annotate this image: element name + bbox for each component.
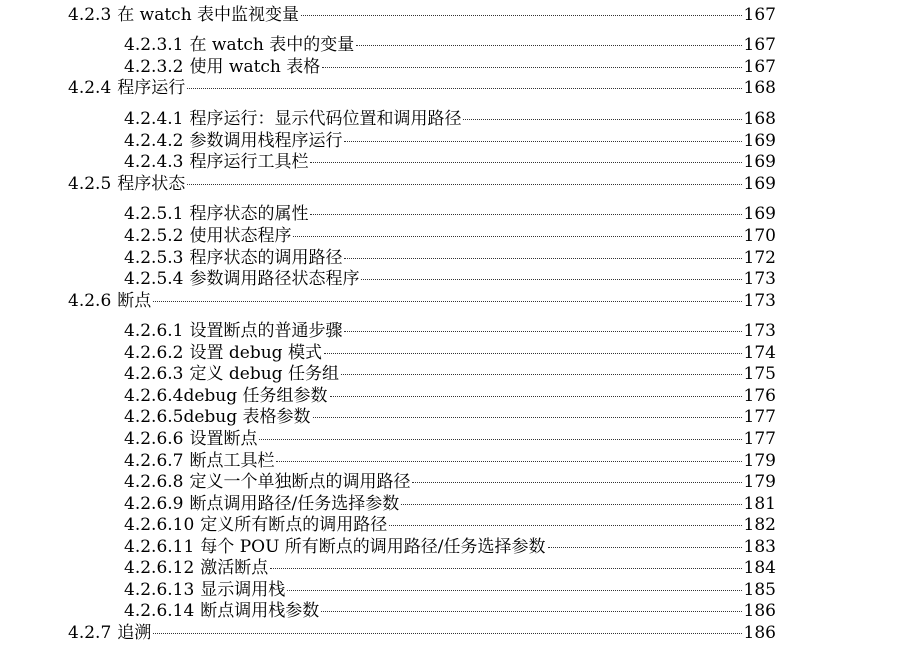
toc-page-number: 167 [743, 35, 776, 55]
dot-leader [301, 15, 741, 16]
dot-leader [187, 184, 741, 185]
toc-title: 断点调用栈参数 [200, 601, 320, 621]
toc-page-number: 176 [743, 386, 776, 406]
dot-leader [344, 141, 741, 142]
toc-entry-4-2-6-4[interactable] [124, 386, 776, 406]
toc-entry-4-2-6-2[interactable] [124, 343, 776, 363]
dot-leader [322, 67, 741, 68]
toc-number: 4.2.6.14 [124, 601, 195, 621]
toc-entry-4-2-6-13[interactable] [124, 580, 776, 600]
toc-entry-4-2-6-9[interactable] [124, 494, 776, 514]
toc-page-number: 172 [743, 248, 776, 268]
toc-title: 断点调用路径/任务选择参数 [189, 494, 400, 514]
toc-page-number: 183 [743, 537, 776, 557]
toc-number: 4.2.5.2 [124, 226, 184, 246]
dot-leader [412, 482, 741, 483]
toc-page-number: 184 [743, 558, 776, 578]
toc-number: 4.2.6.5 [124, 407, 184, 427]
toc-title: 定义 debug 任务组 [189, 364, 339, 384]
toc-number: 4.2.4.2 [124, 131, 184, 151]
toc-title: 使用 watch 表格 [189, 57, 321, 77]
toc-title: 定义所有断点的调用路径 [200, 515, 388, 535]
toc-entry-4-2-3-2[interactable] [124, 57, 776, 77]
toc-title: 显示调用栈 [200, 580, 286, 600]
dot-leader [548, 547, 742, 548]
toc-number: 4.2.6.8 [124, 472, 184, 492]
toc-number: 4.2.5.3 [124, 248, 184, 268]
toc-page-number: 185 [743, 580, 776, 600]
toc-title: 程序运行 [117, 78, 186, 98]
toc-title: 设置 debug 模式 [189, 343, 322, 363]
toc-title: debug 任务组参数 [183, 386, 328, 406]
toc-page-number: 179 [743, 451, 776, 471]
toc-number: 4.2.6.1 [124, 321, 184, 341]
toc-page-number: 186 [743, 601, 776, 621]
toc-title: 在 watch 表中监视变量 [117, 5, 300, 25]
toc-entry-4-2-6-1[interactable] [124, 321, 776, 341]
toc-entry-4-2-4-2[interactable] [124, 131, 776, 151]
dot-leader [153, 633, 741, 634]
dot-leader [356, 45, 741, 46]
toc-number: 4.2.6.11 [124, 537, 195, 557]
toc-number: 4.2.3 [68, 5, 112, 25]
toc-title: 在 watch 表中的变量 [189, 35, 355, 55]
toc-title: 定义一个单独断点的调用路径 [189, 472, 411, 492]
dot-leader [341, 374, 742, 375]
toc-title: 断点工具栏 [189, 451, 275, 471]
toc-page-number: 170 [743, 226, 776, 246]
toc-page-number: 177 [743, 407, 776, 427]
toc-number: 4.2.4.3 [124, 152, 184, 172]
dot-leader [313, 417, 742, 418]
toc-number: 4.2.6.13 [124, 580, 195, 600]
dot-leader [324, 353, 742, 354]
toc-entry-4-2-4[interactable] [68, 78, 776, 98]
toc-number: 4.2.6.2 [124, 343, 184, 363]
toc-title: 每个 POU 所有断点的调用路径/任务选择参数 [200, 537, 546, 557]
toc-number: 4.2.6.10 [124, 515, 195, 535]
toc-entry-4-2-6-7[interactable] [124, 451, 776, 471]
toc-number: 4.2.6.12 [124, 558, 195, 578]
toc-title: 激活断点 [200, 558, 269, 578]
toc-entry-4-2-6-11[interactable] [124, 537, 776, 557]
toc-entry-4-2-6-8[interactable] [124, 472, 776, 492]
toc-entry-4-2-5-3[interactable] [124, 248, 776, 268]
dot-leader [389, 525, 741, 526]
toc-entry-4-2-7[interactable] [68, 623, 776, 643]
toc-entry-4-2-6[interactable] [68, 291, 776, 311]
dot-leader [321, 611, 741, 612]
toc-page-number: 169 [743, 152, 776, 172]
dot-leader [463, 119, 741, 120]
toc-entry-4-2-6-12[interactable] [124, 558, 776, 578]
toc-title: 程序运行工具栏 [189, 152, 309, 172]
toc-title: 程序状态的调用路径 [189, 248, 343, 268]
toc-entry-4-2-3-1[interactable] [124, 35, 776, 55]
toc-title: 程序运行：显示代码位置和调用路径 [189, 109, 462, 129]
dot-leader [361, 279, 741, 280]
toc-title: 追溯 [117, 623, 152, 643]
toc-page-number: 177 [743, 429, 776, 449]
toc-page-number: 173 [743, 291, 776, 311]
toc-entry-4-2-6-3[interactable] [124, 364, 776, 384]
toc-page-number: 168 [743, 78, 776, 98]
toc-entry-4-2-4-1[interactable] [124, 109, 776, 129]
dot-leader [293, 236, 741, 237]
toc-title: debug 表格参数 [183, 407, 311, 427]
dot-leader [344, 331, 741, 332]
dot-leader [270, 568, 741, 569]
toc-title: 程序状态 [117, 174, 186, 194]
toc-title: 使用状态程序 [189, 226, 292, 246]
toc-number: 4.2.5 [68, 174, 112, 194]
toc-title: 程序状态的属性 [189, 204, 309, 224]
toc-number: 4.2.6.4 [124, 386, 184, 406]
dot-leader [330, 396, 742, 397]
toc-page-number: 182 [743, 515, 776, 535]
toc-page-number: 174 [743, 343, 776, 363]
toc-number: 4.2.7 [68, 623, 112, 643]
toc-number: 4.2.3.2 [124, 57, 184, 77]
dot-leader [310, 162, 741, 163]
toc-entry-4-2-5-4[interactable] [124, 269, 776, 289]
toc-number: 4.2.6.7 [124, 451, 184, 471]
toc-page-number: 169 [743, 174, 776, 194]
toc-page-number: 175 [743, 364, 776, 384]
toc-number: 4.2.5.1 [124, 204, 184, 224]
dot-leader [344, 258, 741, 259]
toc-page-number: 186 [743, 623, 776, 643]
dot-leader [187, 88, 741, 89]
toc-entry-4-2-6-5[interactable] [124, 407, 776, 427]
toc-entry-4-2-6-14[interactable] [124, 601, 776, 621]
toc-page-number: 179 [743, 472, 776, 492]
toc-entry-4-2-6-10[interactable] [124, 515, 776, 535]
toc-number: 4.2.5.4 [124, 269, 184, 289]
toc-entry-4-2-6-6[interactable] [124, 429, 776, 449]
toc-entry-4-2-5[interactable] [68, 174, 776, 194]
toc-page-number: 169 [743, 131, 776, 151]
toc-page-number: 169 [743, 204, 776, 224]
toc-number: 4.2.6.3 [124, 364, 184, 384]
dot-leader [287, 590, 741, 591]
toc-title: 设置断点 [189, 429, 258, 449]
toc-page-number: 167 [743, 5, 776, 25]
dot-leader [259, 439, 741, 440]
toc-entry-4-2-5-2[interactable] [124, 226, 776, 246]
toc-number: 4.2.4.1 [124, 109, 184, 129]
toc-page-number: 167 [743, 57, 776, 77]
toc-number: 4.2.6 [68, 291, 112, 311]
toc-page-number: 173 [743, 321, 776, 341]
dot-leader [276, 461, 741, 462]
dot-leader [310, 214, 741, 215]
toc-number: 4.2.6.6 [124, 429, 184, 449]
toc-entry-4-2-4-3[interactable] [124, 152, 776, 172]
toc-number: 4.2.6.9 [124, 494, 184, 514]
dot-leader [401, 504, 741, 505]
toc-page-number: 173 [743, 269, 776, 289]
toc-page-number: 181 [743, 494, 776, 514]
toc-title: 设置断点的普通步骤 [189, 321, 343, 341]
toc-page-number: 168 [743, 109, 776, 129]
toc-title: 断点 [117, 291, 152, 311]
dot-leader [153, 301, 741, 302]
toc-entry-4-2-5-1[interactable] [124, 204, 776, 224]
toc-number: 4.2.3.1 [124, 35, 184, 55]
toc-title: 参数调用栈程序运行 [189, 131, 343, 151]
toc-entry-4-2-3[interactable] [68, 5, 776, 25]
toc-title: 参数调用路径状态程序 [189, 269, 360, 289]
toc-number: 4.2.4 [68, 78, 112, 98]
